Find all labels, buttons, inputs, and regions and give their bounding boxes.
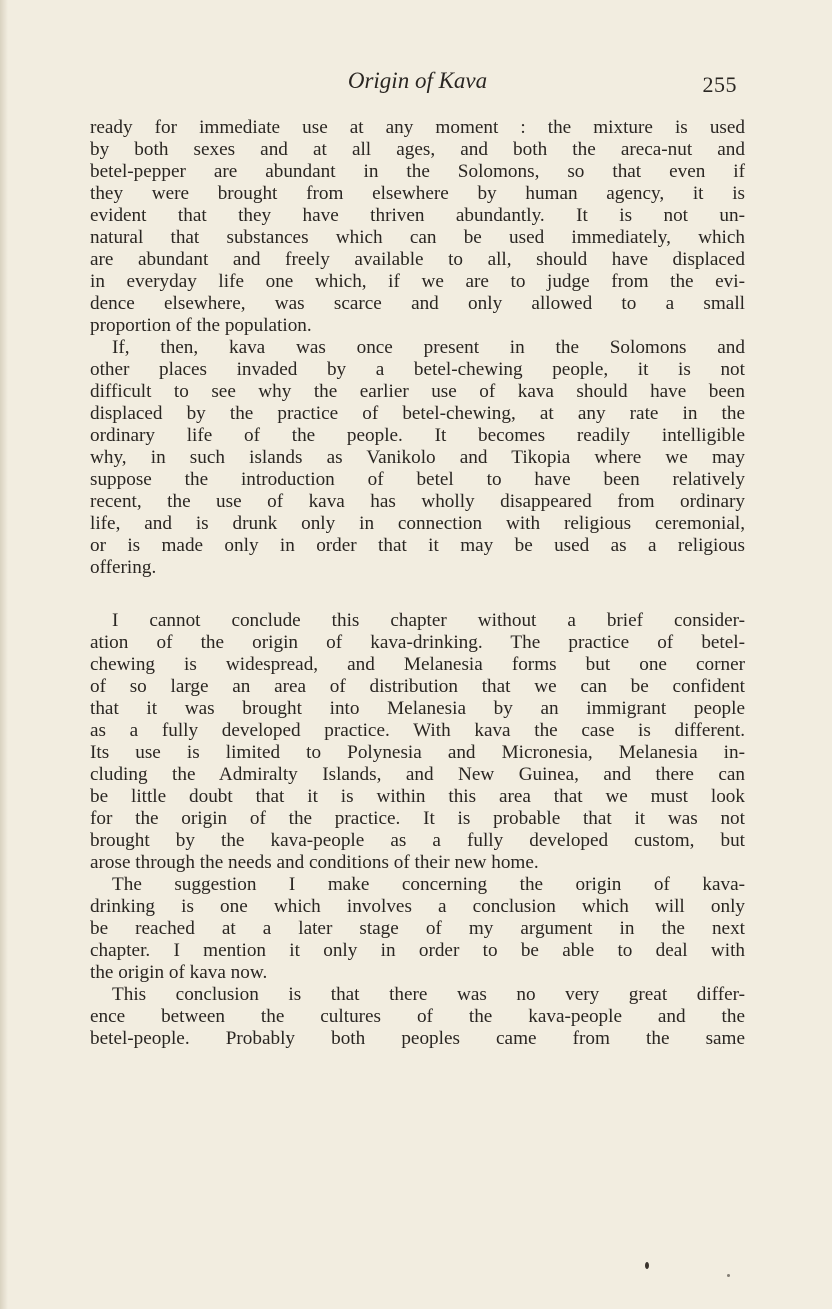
scan-speck — [645, 1262, 649, 1269]
text-line: dence elsewhere, was scarce and only allowed to a small — [90, 293, 745, 314]
text-line: the origin of kava now. — [90, 962, 268, 983]
text-line: other places invaded by a betel-chewing people, it is not — [90, 359, 745, 380]
text-line: why, in such islands as Vanikolo and Tikopia where we may — [90, 447, 745, 468]
paragraph — [90, 610, 745, 874]
text-line: I cannot conclude this chapter without a brief consider- — [112, 610, 745, 631]
text-line: evident that they have thriven abundantly. It is not un- — [90, 205, 745, 226]
text-line: for the origin of the practice. It is probable that it was not — [90, 808, 745, 829]
scan-speck — [727, 1274, 730, 1277]
text-line: The suggestion I make concerning the origin of kava- — [112, 874, 745, 895]
text-line: as a fully developed practice. With kava the case is different. — [90, 720, 745, 741]
text-line: cluding the Admiralty Islands, and New Guinea, and there can — [90, 764, 745, 785]
text-line: betel-people. Probably both peoples came from the same — [90, 1028, 745, 1049]
text-line: or is made only in order that it may be used as a religious — [90, 535, 745, 556]
text-line: suppose the introduction of betel to have been relatively — [90, 469, 745, 490]
text-line: by both sexes and at all ages, and both the areca-nut and — [90, 139, 745, 160]
text-line: arose through the needs and conditions of their new home. — [90, 852, 539, 873]
text-line: drinking is one which involves a conclusion which will only — [90, 896, 745, 917]
text-line: displaced by the practice of betel-chewing, at any rate in the — [90, 403, 745, 424]
text-line: If, then, kava was once present in the Solomons and — [112, 337, 745, 358]
text-line: proportion of the population. — [90, 315, 312, 336]
page-edge-shadow — [0, 0, 8, 1309]
text-line: in everyday life one which, if we are to judge from the evi- — [90, 271, 745, 292]
text-line: difficult to see why the earlier use of kava should have been — [90, 381, 745, 402]
text-line: offering. — [90, 557, 157, 578]
text-line: brought by the kava-people as a fully developed custom, but — [90, 830, 745, 851]
text-line: ready for immediate use at any moment : the mixture is used — [90, 117, 745, 138]
text-line: recent, the use of kava has wholly disappeared from ordinary — [90, 491, 745, 512]
text-line: ence between the cultures of the kava-people and the — [90, 1006, 745, 1027]
paragraph — [90, 337, 745, 579]
text-line: Its use is limited to Polynesia and Micronesia, Melanesia in- — [90, 742, 745, 763]
text-line: are abundant and freely available to all, should have displaced — [90, 249, 745, 270]
paragraph — [90, 117, 745, 337]
text-line: ation of the origin of kava-drinking. The practice of betel- — [90, 632, 745, 653]
text-line: life, and is drunk only in connection with religious ceremonial, — [90, 513, 745, 534]
paragraph-gap — [90, 579, 745, 610]
text-line: they were brought from elsewhere by human agency, it is — [90, 183, 745, 204]
text-line: of so large an area of distribution that we can be confident — [90, 676, 745, 697]
text-line: be little doubt that it is within this area that we must look — [90, 786, 745, 807]
text-line: betel-pepper are abundant in the Solomons, so that even if — [90, 161, 745, 182]
text-line: be reached at a later stage of my argument in the next — [90, 918, 745, 939]
text-line: ordinary life of the people. It becomes readily intelligible — [90, 425, 745, 446]
text-line: that it was brought into Melanesia by an immigrant people — [90, 698, 745, 719]
paragraph — [90, 984, 745, 1050]
text-line: This conclusion is that there was no very great differ- — [112, 984, 745, 1005]
running-header — [90, 68, 745, 98]
text-line: natural that substances which can be used immediately, which — [90, 227, 745, 248]
page-number: 255 — [702, 72, 737, 97]
running-title: Origin of Kava — [347, 68, 488, 93]
text-line: chapter. I mention it only in order to be able to deal with — [90, 940, 745, 961]
paragraph — [90, 874, 745, 984]
body-text — [90, 117, 745, 1050]
text-line: chewing is widespread, and Melanesia forms but one corner — [90, 654, 745, 675]
